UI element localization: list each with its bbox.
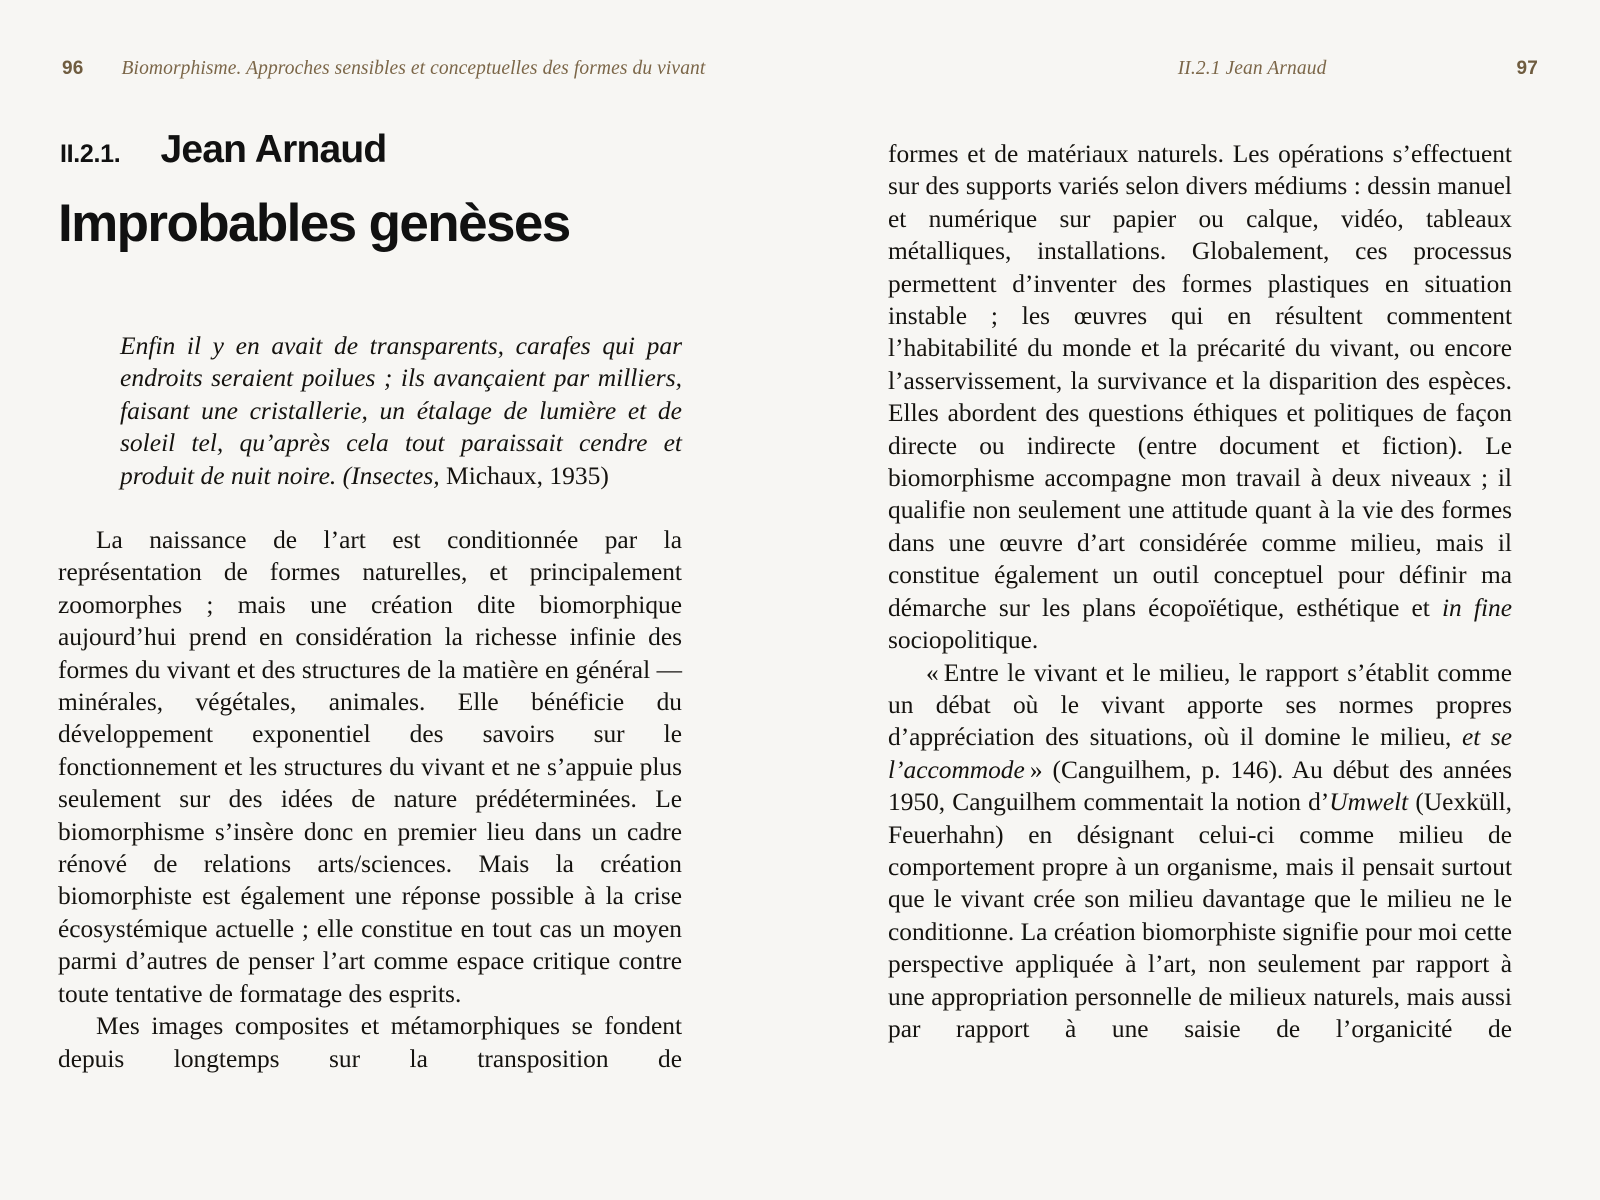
body-text: « Entre le vivant et le milieu, le rapport s’établit comme un débat où le vivant apporte ses normes propres d’appréciation des situations, où il domine le milieu, [888, 658, 1512, 752]
epigraph-source-ref: Michaux, 1935) [446, 460, 609, 490]
folio-recto: 97 [1516, 58, 1538, 79]
body-column-right [888, 138, 1512, 1045]
paragraph [888, 657, 1512, 1046]
running-head-verso-title: Biomorphisme. Approches sensibles et conceptuelles des formes du vivant [121, 58, 706, 79]
emphasized-text: in fine [1442, 593, 1512, 622]
epigraph [120, 330, 682, 492]
emphasized-text: et se l’accommode [888, 723, 1512, 784]
chapter-author: Jean Arnaud [160, 128, 387, 171]
body-text: sociopolitique. [888, 626, 1039, 655]
emphasized-text: Umwelt [1329, 788, 1409, 817]
epigraph-source-title: (Insectes, [342, 460, 440, 490]
paragraph: Mes images composites et métamorphiques se fondent depuis longtemps sur la transposition de [58, 1012, 682, 1073]
running-head-recto-title: II.2.1 Jean Arnaud [1177, 58, 1327, 79]
body-text: formes et de matériaux naturels. Les opérations s’effectuent sur des supports variés selon divers médiums : dessin manuel et numérique sur papier ou calque, vidéo, tableaux métalliques, installations. Globalement, ces processus permettent d’inventer des formes plastiques en situation instable ; les œuvres qui en résultent commentent l’habitabilité du monde et la précarité du vivant, ou encore l’asservissement, la survivance et la disparition des espèces. Elles abordent des questions éthiques et politiques de façon directe ou indirecte (entre document et fiction). Le biomorphisme accompagne mon travail à deux niveaux ; il qualifie non seulement une attitude quant à la vie des formes dans une œuvre d’art considérée comme milieu, mais il constitue également un outil conceptuel pour définir ma démarche sur les plans écopoïétique, esthétique et [888, 140, 1512, 622]
body-text: (Uexküll, Feuerhahn) en désignant celui-ci comme milieu de comportement propre à un organisme, mais il pensait surtout que le vivant crée son milieu davantage que le milieu ne le conditionne. La création biomorphiste signifie pour moi cette perspective appliquée à l’art, non seulement par rapport à une appropriation personnelle de milieux naturels, mais aussi par rapport à une saisie de l’organicité de [888, 788, 1512, 1043]
body-text: » (Canguilhem, p. 146). Au début des années 1950, Canguilhem commentait la notion d’ [888, 755, 1512, 817]
chapter-heading [60, 128, 386, 172]
paragraph: La naissance de l’art est conditionnée par la représentation de formes naturelles, et principalement zoomorphes ; mais une création dite biomorphique aujourd’hui prend en considération la richesse infinie des formes du vivant et des structures de la matière en général — minérales, végétales, animales. Elle bénéficie du développement exponentiel des savoirs sur le fonctionnement et les structures du vivant et ne s’appuie plus seulement sur des idées de nature prédéterminées. Le biomorphisme s’insère donc en premier lieu dans un cadre rénové de relations arts/sciences. Mais la création biomorphiste est également une réponse possible à la crise écosystémique actuelle ; elle constitue en tout cas un moyen parmi d’autres de penser l’art comme espace critique contre toute tentative de formatage des esprits. [58, 526, 682, 1008]
running-head-recto [1178, 58, 1538, 84]
running-head-verso [62, 58, 705, 84]
paragraph [888, 138, 1512, 657]
folio-verso: 96 [62, 58, 84, 79]
section-title: Improbables genèses [58, 194, 570, 253]
body-column-left [58, 524, 682, 1075]
chapter-number: II.2.1. [60, 140, 121, 168]
epigraph-source [343, 461, 609, 490]
epigraph-quote: Enfin il y en avait de transparents, carafes qui par endroits seraient poilues ; ils avançaient par milliers, faisant une cristallerie, un étalage de lumière et de soleil tel, qu’après cela tout paraissait cendre et produit de nuit noire. [120, 331, 682, 490]
